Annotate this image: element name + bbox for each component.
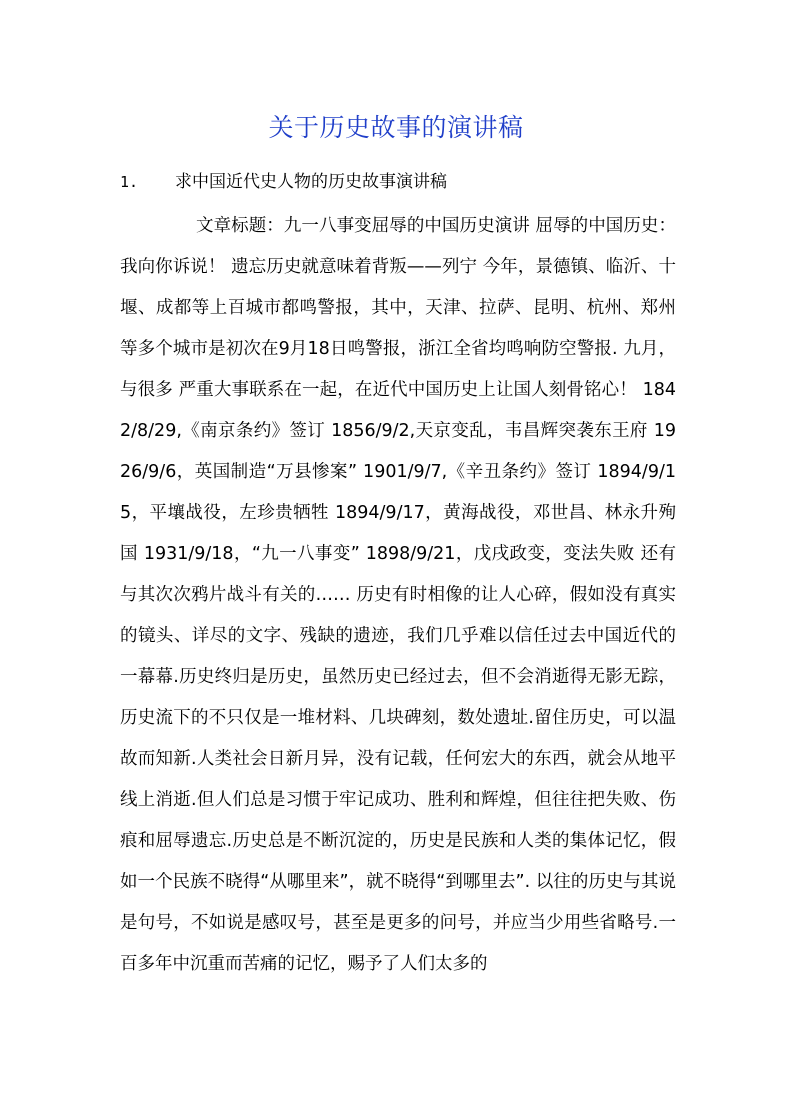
section-heading: [120, 168, 680, 196]
section-number: 1.: [120, 173, 139, 191]
section-heading-text: 求中国近代史人物的历史故事演讲稿: [175, 172, 447, 192]
body-paragraph: 文章标题：九一八事变屈辱的中国历史演讲 屈辱的中国历史：我向你诉说！ 遗忘历史就意味着背叛——列宁 今年，景德镇、临沂、十堰、成都等上百城市都鸣警报，其中，天津、拉萨、昆明、杭州、郑州等多个城市是初次在9月18日鸣警报，浙江全省均鸣响防空警报. 九月，与很多 严重大事联系在一起，在近代中国历史上让国人刻骨铭心！ 1842/8/29,《南京条约》签订 1856/9/2,天京变乱，韦昌辉突袭东王府 1926/9/6，英国制造“万县惨案” 1901/9/7,《辛丑条约》签订 1894/9/15，平壤战役，左珍贵牺牲 1894/9/17，黄海战役，邓世昌、林永升殉国 1931/9/18，“九一八事变” 1898/9/21，戊戌政变，变法失败 还有与其次次鸦片战斗有关的…… 历史有时相像的让人心碎，假如没有真实的镜头、详尽的文字、残缺的遗迹，我们几乎难以信任过去中国近代的一幕幕.历史终归是历史，虽然历史已经过去，但不会消逝得无影无踪，历史流下的不只仅是一堆材料、几块碑刻，数处遗址.留住历史，可以温故而知新.人类社会日新月异，没有记载，任何宏大的东西，就会从地平线上消逝.但人们总是习惯于牢记成功、胜利和辉煌，但往往把失败、伤痕和屈辱遗忘.历史总是不断沉淀的，历史是民族和人类的集体记忆，假如一个民族不晓得“从哪里来”，就不晓得“到哪里去”. 以往的历史与其说是句号，不如说是感叹号，甚至是更多的问号，并应当少用些省略号.一百多年中沉重而苦痛的记忆，赐予了人们太多的: [120, 216, 676, 974]
document-title: 关于历史故事的演讲稿: [268, 113, 524, 142]
